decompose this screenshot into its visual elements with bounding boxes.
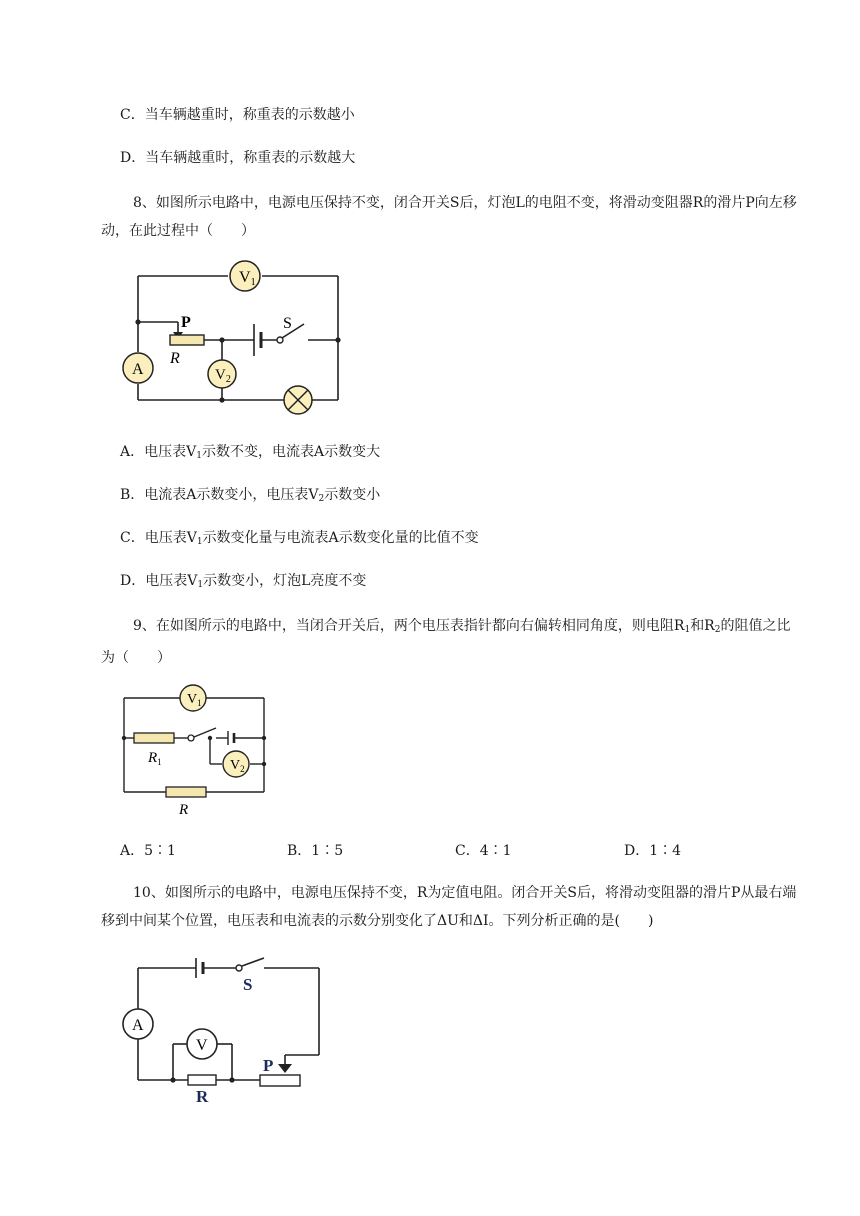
q9-resistor-r1 (134, 733, 174, 743)
q10-slider-arrow-icon (278, 1064, 292, 1073)
q10-ammeter-a (123, 1009, 153, 1039)
svg-text:V: V (196, 1037, 208, 1054)
q9-option-b: B．1∶5 (287, 843, 344, 859)
svg-text:V2: $V_2$ (230, 758, 245, 774)
svg-text:A: A (132, 1017, 144, 1034)
q8-switch-contact-icon (277, 337, 283, 343)
q8-voltmeter-v1 (230, 261, 260, 291)
q10-label-s: S (243, 975, 253, 994)
svg-text:V2: $V_2$ (215, 367, 231, 385)
q8-option-d: D．电压表$V_1$示数变小，灯泡L亮度不变 (120, 573, 367, 590)
q7-option-c: C．当车辆越重时，称重表的示数越小 (120, 107, 355, 123)
q9-label-r: R (179, 802, 189, 818)
svg-text:A: A (132, 361, 144, 378)
q8-stem: 8、如图所示电路中，电源电压保持不变，闭合开关S后，灯泡L的电阻不变，将滑动变阻器R的滑片P向左移动，在此过程中（ ） (101, 195, 797, 239)
q9-stem: 9、在如图所示的电路中，当闭合开关后，两个电压表指针都向右偏转相同角度，则电阻$R_1$和$R_2$的阻值之比为（ ） (101, 618, 791, 666)
q10-circuit-diagram (118, 956, 328, 1106)
q8-label-p: P (181, 314, 191, 331)
svg-text:V1: $V_1$ (187, 692, 202, 708)
q9-voltmeter-v2 (223, 751, 249, 777)
q8-lamp-icon (284, 386, 312, 414)
svg-text:V1: V1 (239, 269, 256, 288)
q9-option-a: A．5∶1 (120, 843, 176, 859)
q10-resistor-r (188, 1075, 216, 1085)
q8-ammeter-a (123, 353, 153, 383)
q8-label-r: R (170, 350, 180, 367)
q9-circuit-diagram (118, 682, 278, 820)
q10-label-r: R (196, 1087, 209, 1106)
q8-circuit-diagram (118, 258, 358, 418)
q10-label-p: P (263, 1056, 274, 1075)
q7-option-d: D．当车辆越重时，称重表的示数越大 (120, 150, 356, 166)
q8-option-b: B．电流表A示数变小，电压表$V_2$示数变小 (120, 487, 381, 504)
q9-label-r1: $R_1$ (148, 750, 162, 767)
q10-rheostat (260, 1075, 300, 1086)
q8-option-a: A．电压表$V_1$示数不变，电流表A示数变大 (120, 444, 381, 461)
q8-rheostat-r (170, 335, 204, 345)
q8-option-c: C．电压表$V_1$示数变化量与电流表A示数变化量的比值不变 (120, 530, 479, 547)
q10-stem: 10、如图所示的电路中，电源电压保持不变，R为定值电阻。闭合开关S后，将滑动变阻器的滑片P从最右端移到中间某个位置，电压表和电流表的示数分别变化了ΔU和ΔI。下列分析正确的是( ) (101, 885, 797, 929)
q9-option-c: C．4∶1 (455, 843, 512, 859)
q8-label-s: S (283, 315, 292, 332)
q8-voltmeter-v2 (208, 360, 236, 388)
q10-voltmeter-v (187, 1029, 217, 1059)
q9-voltmeter-v1 (180, 685, 206, 711)
q10-switch-contact-icon (236, 965, 242, 971)
q9-switch-contact-icon (188, 735, 194, 741)
q9-option-d: D．1∶4 (624, 843, 682, 859)
q9-resistor-r (166, 787, 206, 797)
